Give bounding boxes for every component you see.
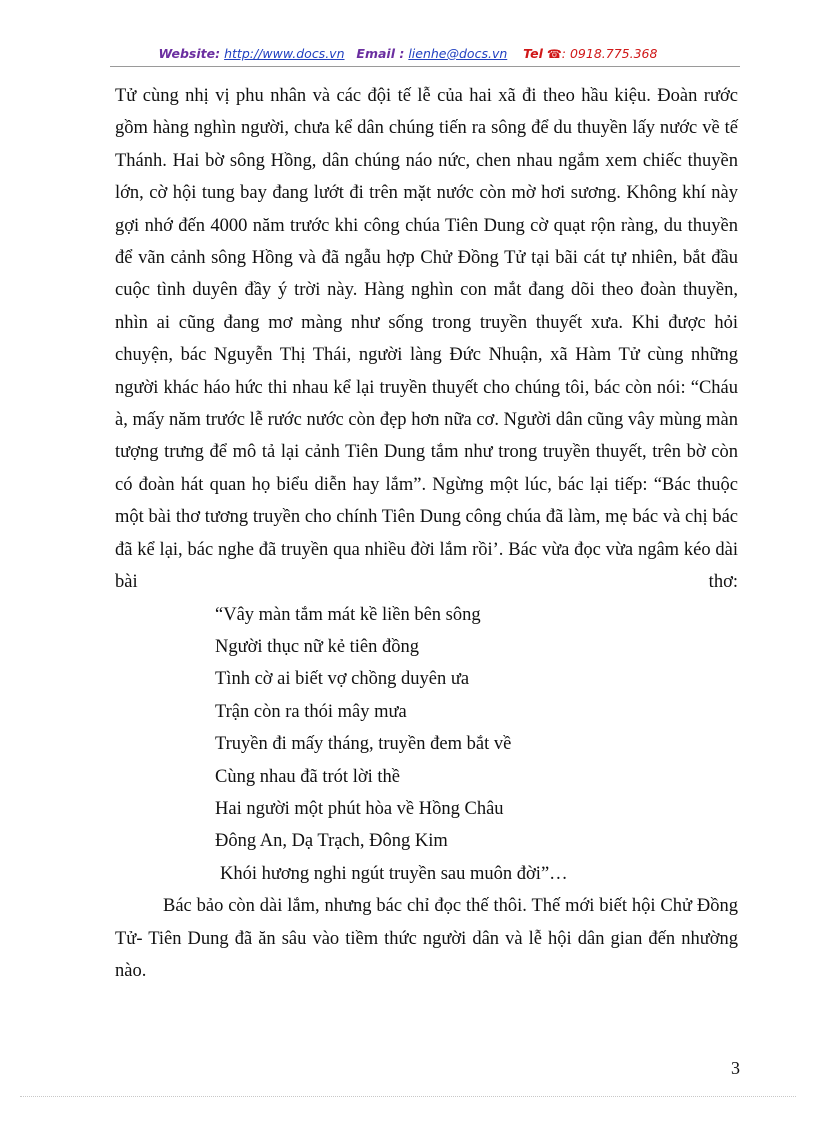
poem [115,599,738,891]
poem-line: Hai người một phút hòa về Hồng Châu [215,798,504,819]
page-number: 3 [731,1058,740,1078]
document-body [115,80,738,987]
page-bottom-border [20,1096,796,1097]
phone-icon: ☎ [546,47,562,61]
poem-line: Truyền đi mấy tháng, truyền đem bắt về [215,734,512,755]
poem-line: Đông An, Dạ Trạch, Đông Kim [215,831,448,852]
tel-label: Tel [523,46,543,61]
email-label: Email : [356,46,405,61]
poem-line: Khói hương nghi ngút truyền sau muôn đời”… [220,863,568,884]
paragraph-2: Bác bảo còn dài lắm, nhưng bác chỉ đọc thế thôi. Thế mới biết hội Chử Đồng Tử- Tiên Dung đã ăn sâu vào tiềm thức người dân và lễ hội dân gian đến nhường nào. [115,896,738,981]
poem-line: Tình cờ ai biết vợ chồng duyên ưa [215,669,470,690]
poem-line: Cùng nhau đã trót lời thề [215,766,400,787]
email-link[interactable]: lienhe@docs.vn [408,46,508,61]
website-label: Website: [158,46,221,61]
poem-line: “Vây màn tắm mát kề liền bên sông [215,604,481,625]
phone-number: : 0918.775.368 [561,46,658,61]
page-header [0,46,816,61]
website-link[interactable]: http://www.docs.vn [224,46,345,61]
poem-line: Trận còn ra thói mây mưa [215,701,407,722]
poem-line: Người thục nữ kẻ tiên đồng [215,636,420,657]
header-divider [110,66,740,67]
paragraph-1: Tử cùng nhị vị phu nhân và các đội tế lễ của hai xã đi theo hầu kiệu. Đoàn rước gồm hàng nghìn người, chưa kể dân chúng tiến ra sông để du thuyền lấy nước về tế Thánh. Hai bờ sông Hồng, dân chúng náo nức, chen nhau ngắm xem chiếc thuyền lớn, cờ hội tung bay đang lướt đi trên mặt nước còn mờ hơi sương. Không khí này gợi nhớ đến 4000 năm trước khi công chúa Tiên Dung cờ quạt rộn ràng, du thuyền để vãn cảnh sông Hồng và đã ngẫu hợp Chử Đồng Tử tại bãi cát tự nhiên, bắt đầu cuộc tình duyên đầy ý trời này. Hàng nghìn con mắt đang dõi theo đoàn thuyền, nhìn ai cũng đang mơ màng như sống trong truyền thuyết xưa. Khi được hỏi chuyện, bác Nguyễn Thị Thái, người làng Đức Nhuận, xã Hàm Tử cùng những người khác háo hức thi nhau kể lại truyền thuyết cho chúng tôi, bác còn nói: “Cháu à, mấy năm trước lễ rước nước còn đẹp hơn nữa cơ. Người dân cũng vây mùng màn tượng trưng để mô tả lại cảnh Tiên Dung tắm như trong truyền thuyết, trên bờ còn có đoàn hát quan họ biểu diễn hay lắm”. Ngừng một lúc, bác lại tiếp: “Bác thuộc một bài thơ tương truyền cho chính Tiên Dung công chúa đã làm, mẹ bác và chị bác đã kể lại, bác nghe đã truyền qua nhiều đời lắm rồi’. Bác vừa đọc vừa ngâm kéo dài bài thơ: [115,86,738,593]
